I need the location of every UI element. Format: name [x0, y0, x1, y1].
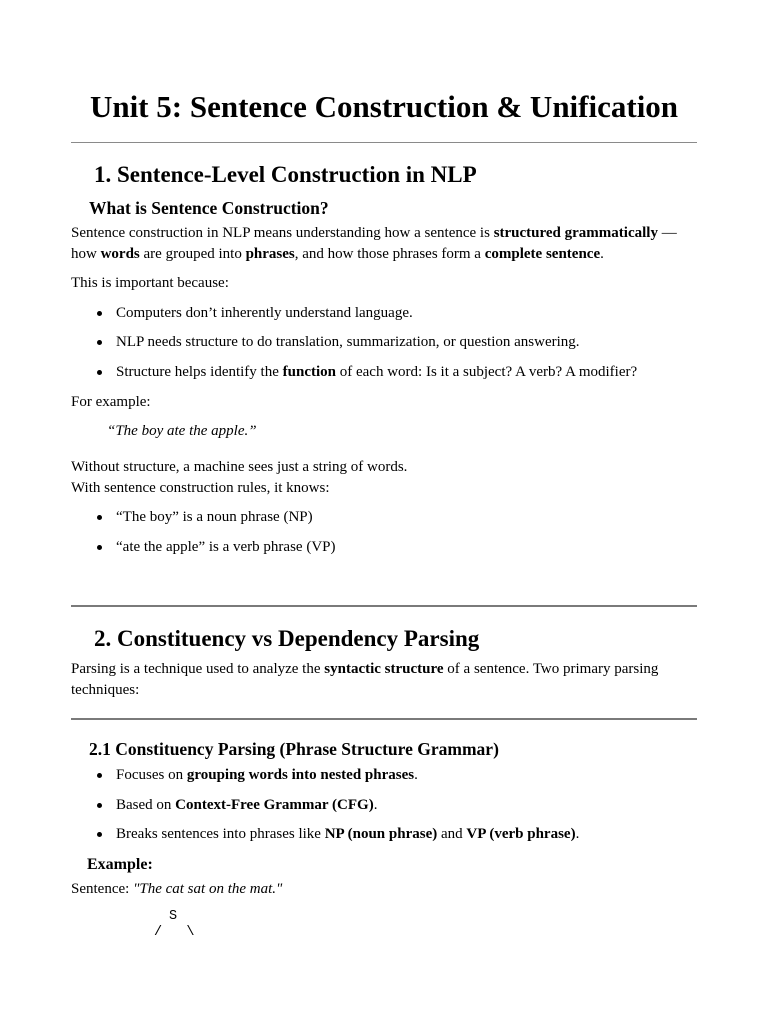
list-item: Breaks sentences into phrases like NP (noun phrase) and VP (verb phrase). — [116, 824, 579, 845]
important-because-text: This is important because: — [71, 275, 229, 291]
list-item: Based on Context-Free Grammar (CFG). — [116, 795, 377, 816]
list-item: “ate the apple” is a verb phrase (VP) — [116, 537, 336, 558]
parse-tree-branches: / \ — [154, 925, 195, 940]
list-item: Focuses on grouping words into nested phrases. — [116, 765, 418, 786]
subsection-2-1-heading: 2.1 Constituency Parsing (Phrase Structure Grammar) — [89, 739, 499, 759]
example-label: Example: — [87, 856, 153, 873]
with-rules-text: With sentence construction rules, it knows: — [71, 480, 330, 496]
document-title: Unit 5: Sentence Construction & Unification — [89, 89, 679, 124]
list-item: Computers don’t inherently understand language. — [116, 303, 413, 324]
list-item: NLP needs structure to do translation, summarization, or question answering. — [116, 332, 580, 353]
list-item: Structure helps identify the function of each word: Is it a subject? A verb? A modifier? — [116, 362, 637, 383]
list-item: “The boy” is a noun phrase (NP) — [116, 507, 313, 528]
example-sentence: Sentence: "The cat sat on the mat." — [71, 881, 283, 897]
title-divider — [71, 142, 697, 143]
section-2-heading: 2. Constituency vs Dependency Parsing — [94, 626, 480, 651]
section-2-intro-paragraph: Parsing is a technique used to analyze the syntactic structure of a sentence. Two primary parsing techniques: — [71, 661, 659, 698]
parse-tree-root: S — [169, 909, 178, 924]
without-structure-text: Without structure, a machine sees just a string of words. — [71, 459, 408, 475]
section-1-heading: 1. Sentence-Level Construction in NLP — [94, 162, 477, 187]
section-1-subheading: What is Sentence Construction? — [89, 198, 329, 218]
example-quote: “The boy ate the apple.” — [107, 423, 257, 439]
section-divider — [71, 605, 697, 607]
for-example-text: For example: — [71, 394, 151, 410]
section-1-intro-paragraph: Sentence construction in NLP means understanding how a sentence is structured grammatically — how words are grouped into phrases, and how those phrases form a complete sentence. — [71, 225, 677, 262]
section-divider — [71, 718, 697, 720]
